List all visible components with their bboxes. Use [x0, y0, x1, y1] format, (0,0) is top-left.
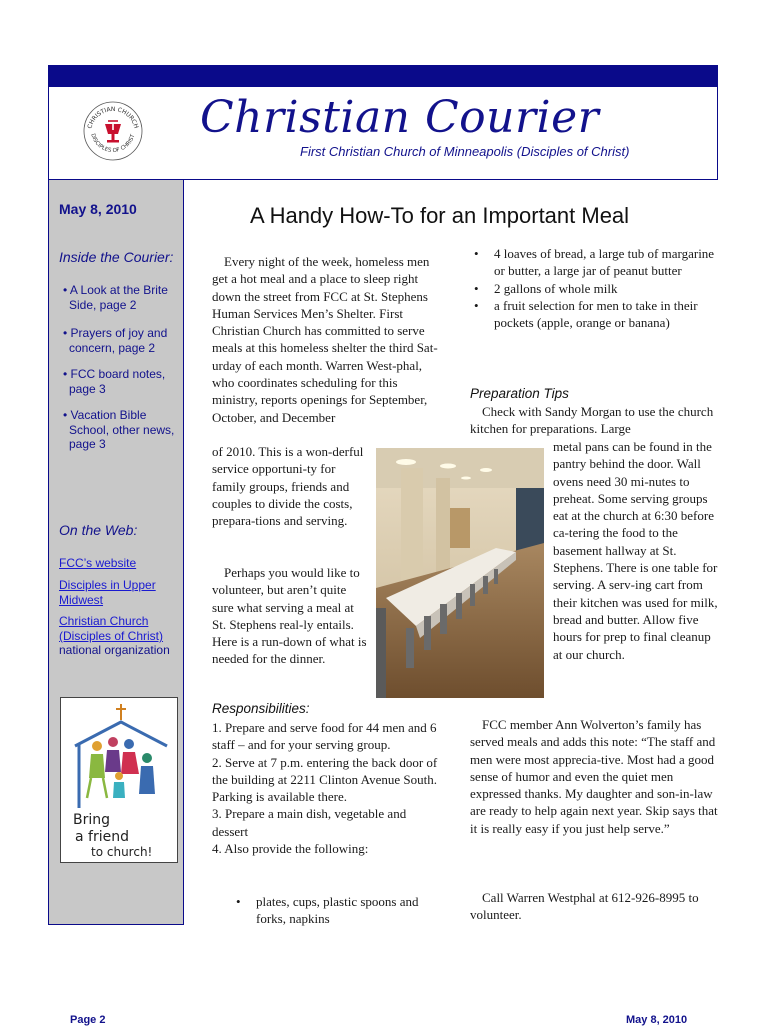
responsibility-item: 3. Prepare a main dish, vegetable and dessert: [212, 806, 407, 839]
masthead-top-bar: [48, 65, 718, 87]
newsletter-subtitle: First Christian Church of Minneapolis (Disciples of Christ): [300, 144, 630, 159]
preparation-paragraph-wrap: metal pans can be found in the pantry behind the door. Wall ovens need 30 mi-nutes to preheat. Some serving groups eat at the church at 6:30 before ca-tering the food to the basement hallway at St. Stephens. There is one table for serving. A serv-ing cart from their kitchen was used for milk, bread and butter. Allow five hours for prep to final cleanup at our church.: [553, 439, 718, 662]
link-suffix-text: national organization: [59, 643, 170, 657]
responsibilities-heading: Responsibilities:: [212, 701, 310, 716]
responsibility-item: 2. Serve at 7 p.m. entering the back door of the building at 2211 Clinton Avenue South. Parking is available there.: [212, 754, 438, 805]
bring-text-1: Bring: [73, 812, 111, 828]
call-to-action-paragraph: Call Warren Westphal at 612-926-8995 to volunteer.: [470, 890, 699, 923]
inside-heading: Inside the Courier:: [59, 249, 174, 265]
responsibilities-list: [212, 719, 444, 857]
dining-hall-illustration: [376, 448, 544, 698]
article-paragraph-1-wrap: of 2010. This is a won-derful service opportuni-ty for family groups, friends and couples to divide the costs, prepara-tions and serving.: [212, 444, 364, 529]
web-heading: On the Web:: [59, 522, 138, 538]
article-paragraph-2: Perhaps you would like to volunteer, but aren’t quite sure what serving a meal at St. Stephens real-ly entails. Here is a run-down of what is needed for the dinner.: [212, 565, 367, 667]
responsibility-item: 1. Prepare and serve food for 44 men and 6 staff – and for your serving group.: [212, 720, 437, 753]
preparation-paragraph: Check with Sandy Morgan to use the church kitchen for preparations. Large: [470, 404, 714, 437]
inside-item: • Vacation Bible School, other news, page 3: [63, 408, 175, 451]
inside-item: • FCC board notes, page 3: [63, 367, 166, 396]
link-disciples-upper-midwest[interactable]: Disciples in Upper Midwest: [59, 578, 156, 607]
bring-text-2: a friend: [75, 829, 129, 845]
provide-list-left: [232, 893, 438, 928]
svg-text:CHRISTIAN CHURCH: CHRISTIAN CHURCH: [86, 105, 140, 130]
family-note-paragraph: FCC member Ann Wolverton’s family has served meals and adds this note: “The staff and men were most apprecia-tive. Most had a good sense of humor and even the quiet men expressed thanks. My daughter and son-in-law are ready to help again next year. Skip says that it is really easy if you just help serve.”: [470, 717, 718, 836]
dining-hall-photo: [376, 448, 544, 698]
link-fcc-website[interactable]: FCC’s website: [59, 556, 137, 570]
article-headline: A Handy How-To for an Important Meal: [250, 203, 630, 228]
article-paragraph-1: Every night of the week, homeless men get a hot meal and a place to sleep right down the street from FCC at St. Stephens Human Services Men’s Shelter. First Christian Church has committed to serve meals at this homeless shelter the third Sat-urday of each month. Warren West-phal, who coordinates scheduling for this ministry, reports openings for September, October, and December: [212, 254, 438, 425]
issue-date: May 8, 2010: [59, 201, 137, 217]
link-christian-church[interactable]: Christian Church (Disciples of Christ): [59, 614, 164, 643]
inside-item: • A Look at the Brite Side, page 2: [63, 283, 168, 312]
preparation-heading: Preparation Tips: [470, 386, 569, 401]
provide-item: • a fruit selection for men to take in their pockets (apple, orange or banana): [470, 297, 720, 332]
responsibility-item: 4. Also provide the following:: [212, 841, 369, 857]
svg-text:DISCIPLES OF CHRIST: DISCIPLES OF CHRIST: [89, 132, 137, 155]
bring-a-friend-illustration: [61, 698, 177, 862]
provide-item: • 4 loaves of bread, a large tub of margarine or butter, a large jar of peanut butter: [470, 245, 720, 280]
footer-date: May 8, 2010: [626, 1014, 688, 1026]
bring-text-3: to church!: [91, 845, 153, 859]
bring-a-friend-graphic: [60, 697, 178, 863]
footer-page-number: Page 2: [70, 1014, 106, 1026]
newsletter-title: Christian Courier: [200, 92, 600, 143]
provide-item: • 2 gallons of whole milk: [470, 280, 720, 297]
provide-item: • plates, cups, plastic spoons and forks, napkins: [232, 893, 438, 928]
inside-item: • Prayers of joy and concern, page 2: [63, 326, 168, 355]
provide-list-right: [470, 245, 720, 331]
church-seal-logo: [82, 100, 144, 162]
